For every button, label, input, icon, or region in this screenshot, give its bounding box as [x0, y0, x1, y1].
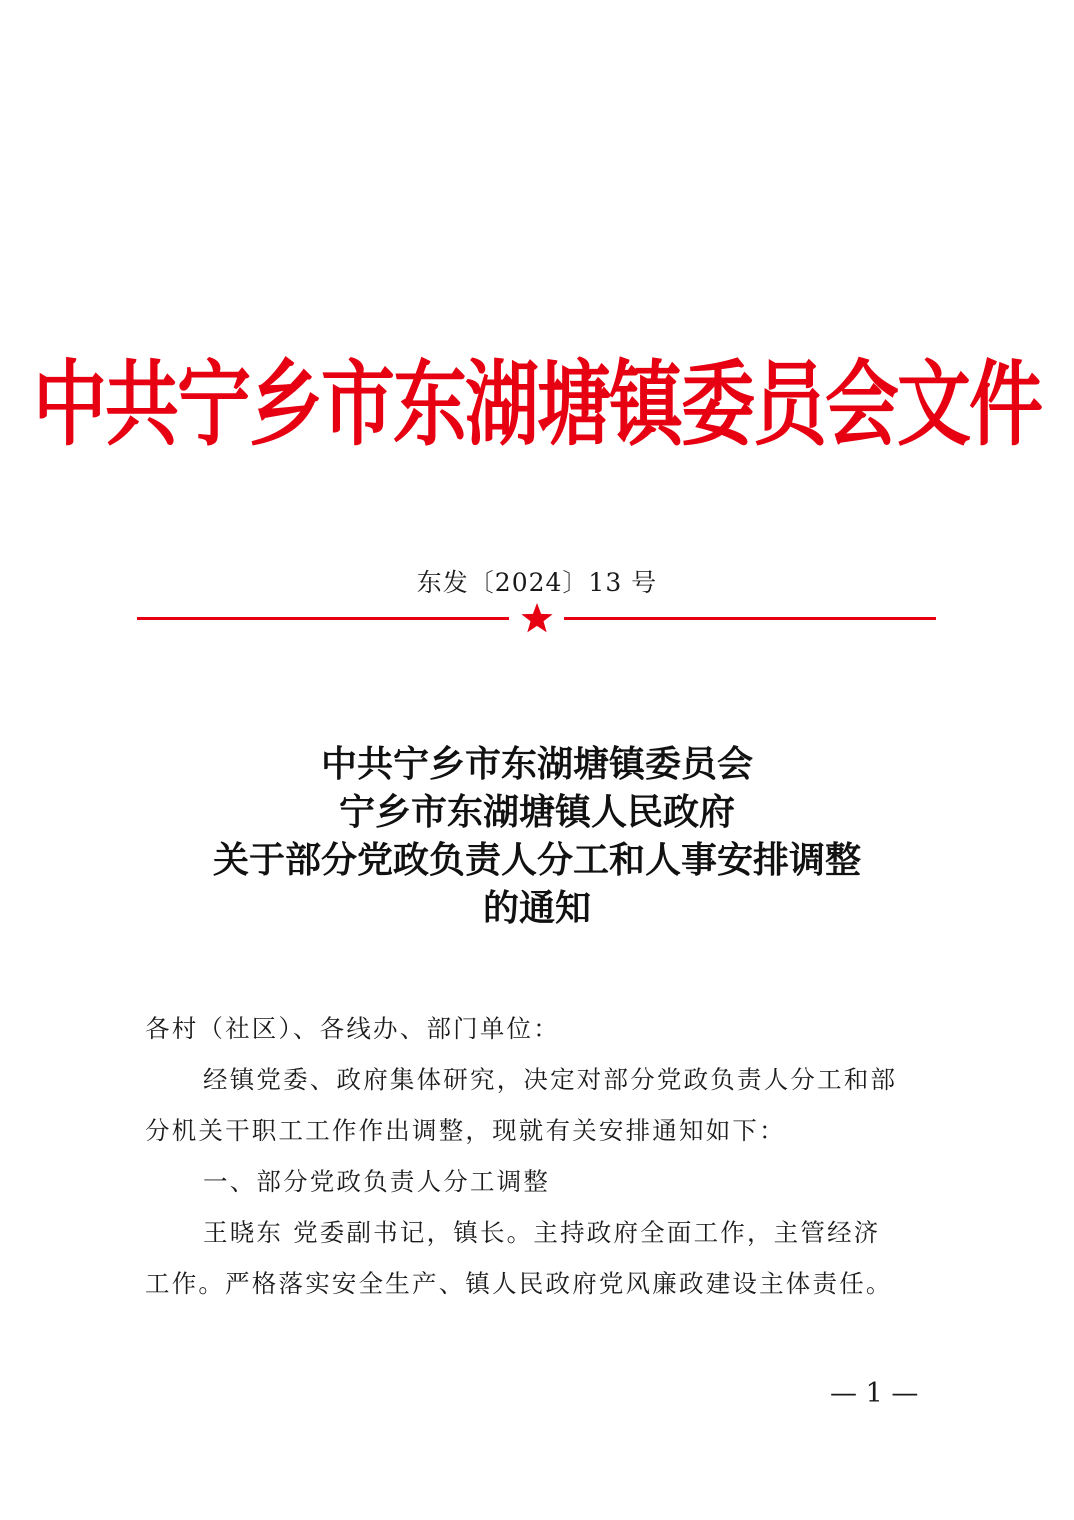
section-heading: 一、部分党政负责人分工调整 [203, 1167, 551, 1196]
red-rule-left [137, 617, 509, 620]
title-line: 关于部分党政负责人分工和人事安排调整 [212, 839, 861, 881]
assignment-entry-line: 王晓东 党委副书记，镇长。主持政府全面工作，主管经济 [203, 1218, 881, 1247]
assignment-entry-line: 工作。严格落实安全生产、镇人民政府党风廉政建设主体责任。 [145, 1269, 893, 1298]
star-icon [520, 601, 554, 635]
recipient-line: 各村（社区）、各线办、部门单位： [145, 1014, 560, 1043]
document-number: 东发〔2024〕13 号 [416, 568, 658, 597]
title-line: 中共宁乡市东湖塘镇委员会 [320, 743, 753, 785]
notice-title [0, 740, 1074, 932]
red-rule-right [564, 617, 936, 620]
body-text [145, 1003, 945, 1309]
masthead-title: 中共宁乡市东湖塘镇委员会文件 [33, 351, 1041, 459]
page-number: — 1 — [830, 1378, 919, 1409]
intro-paragraph-line: 经镇党委、政府集体研究，决定对部分党政负责人分工和部 [203, 1065, 898, 1094]
title-line: 宁乡市东湖塘镇人民政府 [338, 791, 735, 833]
title-line: 的通知 [482, 887, 591, 929]
intro-paragraph-line: 分机关干职工工作作出调整，现就有关安排通知如下： [145, 1116, 786, 1145]
